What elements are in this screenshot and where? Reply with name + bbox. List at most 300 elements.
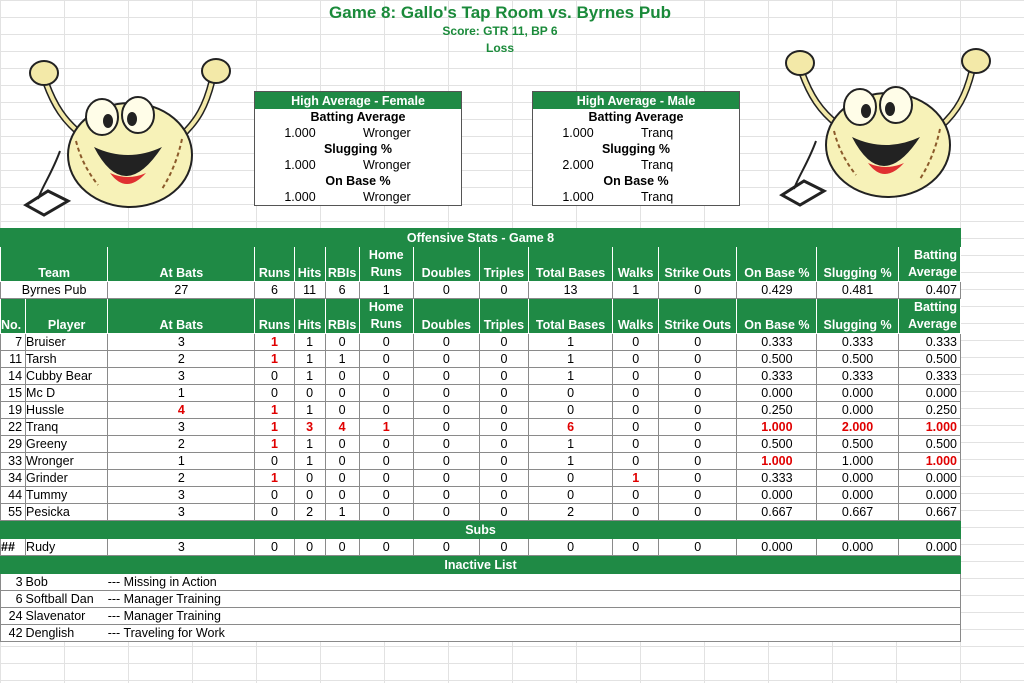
triples: 0	[479, 419, 528, 436]
hits: 3	[294, 419, 325, 436]
high-average-title-row	[255, 92, 462, 110]
player-row	[1, 368, 961, 385]
player-name: Mc D	[26, 385, 108, 402]
col-slugging: Slugging %	[817, 299, 898, 334]
player-row	[1, 402, 961, 419]
batting-average: 0.000	[898, 470, 960, 487]
home-runs: 1	[359, 419, 413, 436]
slugging: 0.333	[817, 334, 898, 351]
col-at-bats: At Bats	[108, 299, 255, 334]
player-name: Bruiser	[26, 334, 108, 351]
col-total-bases: Total Bases	[528, 247, 612, 282]
col-batting-average	[898, 299, 960, 334]
stat-value: 1.000	[562, 190, 594, 204]
slugging: 0.000	[817, 539, 898, 556]
team-home-runs: 1	[359, 282, 413, 299]
inactive-reason: --- Traveling for Work	[108, 625, 961, 642]
inactive-reason: --- Missing in Action	[108, 574, 961, 591]
player-row	[1, 334, 961, 351]
total-bases: 2	[528, 504, 612, 521]
player-name: Wronger	[363, 158, 411, 172]
on-base: 0.667	[737, 504, 817, 521]
on-base: 0.500	[737, 436, 817, 453]
inactive-reason: --- Manager Training	[108, 608, 961, 625]
baseball-mascot-right-icon	[768, 45, 1008, 215]
subs-title-row	[1, 521, 961, 539]
player-number: ##	[1, 539, 26, 556]
home-runs: 0	[359, 504, 413, 521]
slugging: 0.000	[817, 402, 898, 419]
player-name: Tummy	[26, 487, 108, 504]
inactive-row	[1, 608, 961, 625]
on-base: 0.500	[737, 351, 817, 368]
stat-label: Slugging %	[601, 142, 671, 156]
hits: 1	[294, 436, 325, 453]
offensive-stats-table	[0, 228, 961, 642]
team-runs: 6	[255, 282, 294, 299]
walks: 0	[613, 487, 659, 504]
at-bats: 3	[108, 419, 255, 436]
total-bases: 1	[528, 436, 612, 453]
player-row	[1, 487, 961, 504]
triples: 0	[479, 453, 528, 470]
col-doubles: Doubles	[413, 299, 479, 334]
team-total-bases: 13	[528, 282, 612, 299]
stat-value: 1.000	[284, 126, 316, 140]
runs: 0	[255, 487, 294, 504]
slugging: 0.000	[817, 487, 898, 504]
on-base: 1.000	[737, 419, 817, 436]
slugging: 0.000	[817, 385, 898, 402]
team-walks: 1	[613, 282, 659, 299]
player-number: 44	[1, 487, 26, 504]
strike-outs: 0	[659, 487, 737, 504]
home-runs: 0	[359, 487, 413, 504]
doubles: 0	[413, 504, 479, 521]
col-on-base: On Base %	[737, 247, 817, 282]
inactive-title-row	[1, 556, 961, 574]
home-runs: 0	[359, 436, 413, 453]
stat-label-row	[255, 173, 462, 189]
player-name: Denglish	[26, 625, 108, 642]
player-row	[1, 351, 961, 368]
player-name: Tarsh	[26, 351, 108, 368]
rbis: 0	[325, 487, 359, 504]
total-bases: 0	[528, 487, 612, 504]
player-name: Wronger	[26, 453, 108, 470]
on-base: 0.000	[737, 487, 817, 504]
slugging: 1.000	[817, 453, 898, 470]
triples: 0	[479, 351, 528, 368]
walks: 0	[613, 385, 659, 402]
strike-outs: 0	[659, 385, 737, 402]
page-title: Game 8: Gallo's Tap Room vs. Byrnes Pub	[329, 3, 671, 22]
player-row	[1, 504, 961, 521]
walks: 0	[613, 368, 659, 385]
stat-label: Batting Average	[588, 110, 684, 124]
player-number: 15	[1, 385, 26, 402]
team-header-row	[1, 247, 961, 282]
col-player: Player	[26, 299, 108, 334]
team-slugging: 0.481	[817, 282, 898, 299]
team-rbis: 6	[325, 282, 359, 299]
at-bats: 3	[108, 368, 255, 385]
total-bases: 1	[528, 453, 612, 470]
player-name: Pesicka	[26, 504, 108, 521]
rbis: 0	[325, 470, 359, 487]
home-runs: 0	[359, 470, 413, 487]
slugging: 0.667	[817, 504, 898, 521]
on-base: 0.333	[737, 470, 817, 487]
triples: 0	[479, 470, 528, 487]
strike-outs: 0	[659, 402, 737, 419]
at-bats: 4	[108, 402, 255, 419]
col-total-bases: Total Bases	[528, 299, 612, 334]
runs: 1	[255, 351, 294, 368]
strike-outs: 0	[659, 453, 737, 470]
walks: 0	[613, 334, 659, 351]
col-triples: Triples	[479, 299, 528, 334]
rbis: 1	[325, 351, 359, 368]
walks: 1	[613, 470, 659, 487]
team-hits: 11	[294, 282, 325, 299]
home-runs: 0	[359, 334, 413, 351]
player-name: Slavenator	[26, 608, 108, 625]
player-name: Cubby Bear	[26, 368, 108, 385]
hits: 0	[294, 470, 325, 487]
home-runs: 0	[359, 368, 413, 385]
stat-value-row	[255, 157, 462, 173]
rbis: 0	[325, 539, 359, 556]
player-name: Wronger	[363, 126, 411, 140]
player-number: 14	[1, 368, 26, 385]
sub-row	[1, 539, 961, 556]
col-at-bats: At Bats	[108, 247, 255, 282]
runs: 0	[255, 453, 294, 470]
player-number: 6	[1, 591, 26, 608]
player-name: Softball Dan	[26, 591, 108, 608]
col-rbis: RBIs	[325, 247, 359, 282]
player-number: 29	[1, 436, 26, 453]
player-name: Greeny	[26, 436, 108, 453]
total-bases: 0	[528, 402, 612, 419]
header-line-bottom: Runs	[370, 317, 402, 331]
hits: 1	[294, 402, 325, 419]
col-home-runs	[359, 247, 413, 282]
team-on-base: 0.429	[737, 282, 817, 299]
slugging: 0.333	[817, 368, 898, 385]
player-name: Tranq	[641, 190, 674, 204]
walks: 0	[613, 419, 659, 436]
triples: 0	[479, 402, 528, 419]
stat-label-row	[533, 109, 740, 125]
triples: 0	[479, 436, 528, 453]
header-line-bottom: Average	[908, 265, 957, 279]
runs: 0	[255, 368, 294, 385]
walks: 0	[613, 436, 659, 453]
triples: 0	[479, 487, 528, 504]
batting-average: 0.000	[898, 385, 960, 402]
batting-average: 1.000	[898, 453, 960, 470]
player-row	[1, 453, 961, 470]
at-bats: 1	[108, 453, 255, 470]
col-hits: Hits	[294, 299, 325, 334]
player-number: 3	[1, 574, 26, 591]
player-header-row	[1, 299, 961, 334]
triples: 0	[479, 385, 528, 402]
player-number: 55	[1, 504, 26, 521]
player-number: 19	[1, 402, 26, 419]
player-number: 22	[1, 419, 26, 436]
batting-average: 0.500	[898, 351, 960, 368]
player-row	[1, 470, 961, 487]
doubles: 0	[413, 436, 479, 453]
header-line-top: Batting	[913, 248, 957, 262]
runs: 0	[255, 504, 294, 521]
batting-average: 0.000	[898, 487, 960, 504]
total-bases: 0	[528, 539, 612, 556]
hits: 0	[294, 487, 325, 504]
hits: 1	[294, 368, 325, 385]
inactive-title: Inactive List	[1, 556, 961, 574]
player-name: Tranq	[26, 419, 108, 436]
player-name: Rudy	[26, 539, 108, 556]
col-rbis: RBIs	[325, 299, 359, 334]
stat-label-row	[533, 141, 740, 157]
batting-average: 1.000	[898, 419, 960, 436]
hits: 1	[294, 351, 325, 368]
player-name: Tranq	[641, 158, 674, 172]
col-runs: Runs	[255, 299, 294, 334]
hits: 1	[294, 453, 325, 470]
at-bats: 3	[108, 504, 255, 521]
at-bats: 3	[108, 334, 255, 351]
hits: 2	[294, 504, 325, 521]
player-name: Tranq	[641, 126, 674, 140]
total-bases: 0	[528, 470, 612, 487]
triples: 0	[479, 504, 528, 521]
total-bases: 1	[528, 368, 612, 385]
col-team: Team	[1, 247, 108, 282]
total-bases: 0	[528, 385, 612, 402]
col-hits: Hits	[294, 247, 325, 282]
header-line-top: Home	[368, 248, 404, 262]
runs: 1	[255, 419, 294, 436]
team-at-bats: 27	[108, 282, 255, 299]
high-average-female-box	[254, 91, 462, 206]
col-batting-average	[898, 247, 960, 282]
rbis: 0	[325, 385, 359, 402]
stat-label: On Base %	[325, 174, 391, 188]
strike-outs: 0	[659, 539, 737, 556]
on-base: 0.250	[737, 402, 817, 419]
score-line: Score: GTR 11, BP 6	[442, 24, 558, 38]
col-walks: Walks	[613, 247, 659, 282]
team-row	[1, 282, 961, 299]
doubles: 0	[413, 539, 479, 556]
player-name: Grinder	[26, 470, 108, 487]
col-no: No.	[1, 299, 26, 334]
at-bats: 2	[108, 351, 255, 368]
rbis: 0	[325, 402, 359, 419]
walks: 0	[613, 402, 659, 419]
team-doubles: 0	[413, 282, 479, 299]
player-row	[1, 436, 961, 453]
walks: 0	[613, 539, 659, 556]
doubles: 0	[413, 385, 479, 402]
doubles: 0	[413, 453, 479, 470]
walks: 0	[613, 453, 659, 470]
walks: 0	[613, 504, 659, 521]
inactive-row	[1, 591, 961, 608]
doubles: 0	[413, 470, 479, 487]
doubles: 0	[413, 419, 479, 436]
at-bats: 3	[108, 487, 255, 504]
at-bats: 2	[108, 436, 255, 453]
strike-outs: 0	[659, 419, 737, 436]
inactive-reason: --- Manager Training	[108, 591, 961, 608]
runs: 1	[255, 436, 294, 453]
offensive-stats-title: Offensive Stats - Game 8	[1, 229, 961, 247]
high-average-title: High Average - Female	[255, 92, 462, 110]
triples: 0	[479, 334, 528, 351]
batting-average: 0.250	[898, 402, 960, 419]
team-batting-average: 0.407	[898, 282, 960, 299]
stat-value: 1.000	[562, 126, 594, 140]
team-name: Byrnes Pub	[1, 282, 108, 299]
rbis: 1	[325, 504, 359, 521]
player-number: 42	[1, 625, 26, 642]
rbis: 4	[325, 419, 359, 436]
header-line-bottom: Average	[908, 317, 957, 331]
header-line-bottom: Runs	[370, 265, 402, 279]
strike-outs: 0	[659, 436, 737, 453]
stat-value-row	[533, 189, 740, 206]
home-runs: 0	[359, 539, 413, 556]
on-base: 0.000	[737, 539, 817, 556]
col-walks: Walks	[613, 299, 659, 334]
rbis: 0	[325, 368, 359, 385]
player-name: Hussle	[26, 402, 108, 419]
doubles: 0	[413, 334, 479, 351]
strike-outs: 0	[659, 334, 737, 351]
hits: 0	[294, 539, 325, 556]
at-bats: 1	[108, 385, 255, 402]
team-triples: 0	[479, 282, 528, 299]
strike-outs: 0	[659, 504, 737, 521]
player-number: 33	[1, 453, 26, 470]
col-on-base: On Base %	[737, 299, 817, 334]
on-base: 1.000	[737, 453, 817, 470]
slugging: 0.500	[817, 436, 898, 453]
player-number: 24	[1, 608, 26, 625]
stat-value-row	[255, 189, 462, 206]
stat-label: On Base %	[603, 174, 669, 188]
player-number: 34	[1, 470, 26, 487]
stat-value: 1.000	[284, 190, 316, 204]
team-strike-outs: 0	[659, 282, 737, 299]
inactive-row	[1, 574, 961, 591]
header-line-top: Batting	[913, 300, 957, 314]
stat-value: 1.000	[284, 158, 316, 172]
rbis: 0	[325, 334, 359, 351]
stat-label: Slugging %	[323, 142, 393, 156]
doubles: 0	[413, 402, 479, 419]
col-strike-outs: Strike Outs	[659, 299, 737, 334]
player-number: 11	[1, 351, 26, 368]
batting-average: 0.333	[898, 368, 960, 385]
doubles: 0	[413, 487, 479, 504]
stat-value-row	[533, 157, 740, 173]
inactive-row	[1, 625, 961, 642]
runs: 1	[255, 334, 294, 351]
col-triples: Triples	[479, 247, 528, 282]
batting-average: 0.500	[898, 436, 960, 453]
walks: 0	[613, 351, 659, 368]
batting-average: 0.667	[898, 504, 960, 521]
game-result: Loss	[485, 41, 514, 55]
doubles: 0	[413, 351, 479, 368]
total-bases: 6	[528, 419, 612, 436]
slugging: 0.000	[817, 470, 898, 487]
col-strike-outs: Strike Outs	[659, 247, 737, 282]
header-line-top: Home	[368, 300, 404, 314]
doubles: 0	[413, 368, 479, 385]
col-runs: Runs	[255, 247, 294, 282]
total-bases: 1	[528, 351, 612, 368]
high-average-male-box	[532, 91, 740, 206]
slugging: 2.000	[817, 419, 898, 436]
stat-label-row	[533, 173, 740, 189]
strike-outs: 0	[659, 351, 737, 368]
player-row	[1, 419, 961, 436]
player-name: Bob	[26, 574, 108, 591]
stat-value: 2.000	[562, 158, 594, 172]
runs: 0	[255, 385, 294, 402]
player-name: Wronger	[363, 190, 411, 204]
stat-value-row	[255, 125, 462, 141]
batting-average: 0.333	[898, 334, 960, 351]
rbis: 0	[325, 453, 359, 470]
on-base: 0.333	[737, 368, 817, 385]
baseball-mascot-left-icon	[12, 55, 247, 220]
slugging: 0.500	[817, 351, 898, 368]
runs: 0	[255, 539, 294, 556]
col-home-runs	[359, 299, 413, 334]
home-runs: 0	[359, 385, 413, 402]
runs: 1	[255, 470, 294, 487]
hits: 1	[294, 334, 325, 351]
subs-title: Subs	[1, 521, 961, 539]
total-bases: 1	[528, 334, 612, 351]
stat-label: Batting Average	[310, 110, 406, 124]
home-runs: 0	[359, 453, 413, 470]
at-bats: 3	[108, 539, 255, 556]
at-bats: 2	[108, 470, 255, 487]
home-runs: 0	[359, 351, 413, 368]
rbis: 0	[325, 436, 359, 453]
on-base: 0.333	[737, 334, 817, 351]
on-base: 0.000	[737, 385, 817, 402]
batting-average: 0.000	[898, 539, 960, 556]
offensive-stats-title-row	[1, 229, 961, 247]
triples: 0	[479, 539, 528, 556]
stat-label-row	[255, 109, 462, 125]
stat-label-row	[255, 141, 462, 157]
col-doubles: Doubles	[413, 247, 479, 282]
strike-outs: 0	[659, 470, 737, 487]
player-row	[1, 385, 961, 402]
